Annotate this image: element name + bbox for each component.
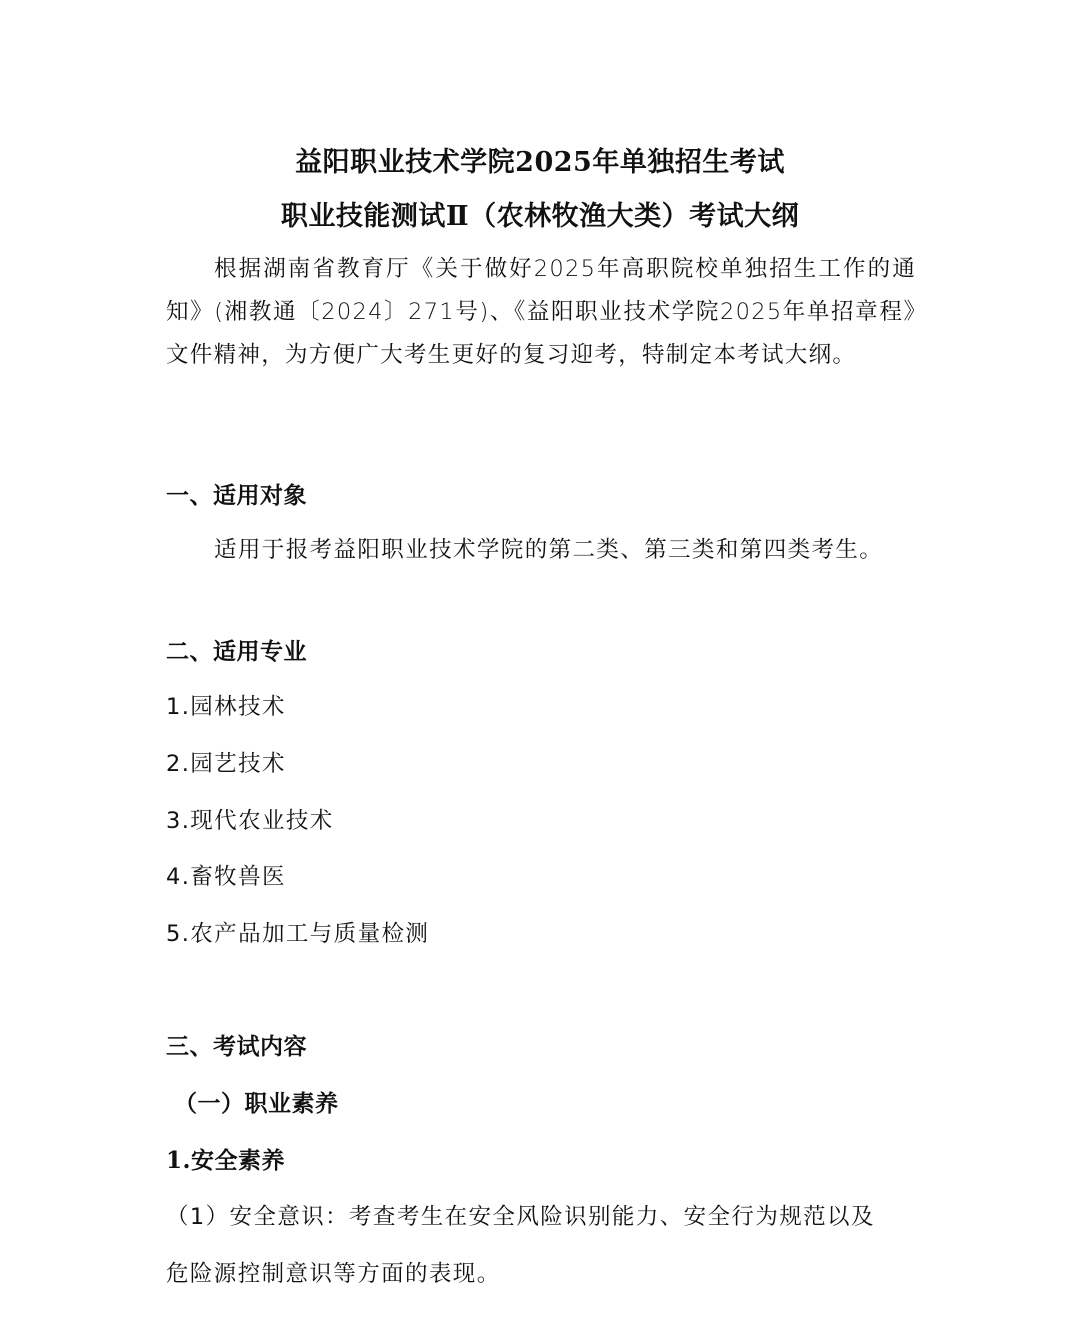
- major-item: 3.现代农业技术: [166, 808, 334, 834]
- section3-subheading: （一）职业素养: [174, 1090, 339, 1117]
- section3-item-text-line2: 危险源控制意识等方面的表现。: [166, 1261, 501, 1287]
- major-item: 1.园林技术: [166, 694, 286, 720]
- section3-item-heading: 1.安全素养: [166, 1147, 286, 1174]
- section1-heading: 一、适用对象: [166, 482, 307, 509]
- major-item: 4.畜牧兽医: [166, 864, 286, 890]
- major-item: 5.农产品加工与质量检测: [166, 921, 430, 947]
- section3-item-text-line1: （1）安全意识：考查考生在安全风险识别能力、安全行为规范以及: [166, 1204, 875, 1230]
- intro-paragraph: 根据湖南省教育厅《关于做好2025年高职院校单独招生工作的通知》(湘教通〔2024〕271号)、《益阳职业技术学院2025年单招章程》文件精神，为方便广大考生更好的复习迎考，特制定本考试大纲。: [166, 256, 916, 368]
- document-title-line2: 职业技能测试Ⅱ（农林牧渔大类）考试大纲: [280, 201, 800, 232]
- section3-heading: 三、考试内容: [166, 1033, 307, 1060]
- major-item: 2.园艺技术: [166, 751, 286, 777]
- document-title-line1: 益阳职业技术学院2025年单独招生考试: [295, 147, 785, 178]
- section1-text: 适用于报考益阳职业技术学院的第二类、第三类和第四类考生。: [214, 537, 884, 563]
- section2-heading: 二、适用专业: [166, 638, 307, 665]
